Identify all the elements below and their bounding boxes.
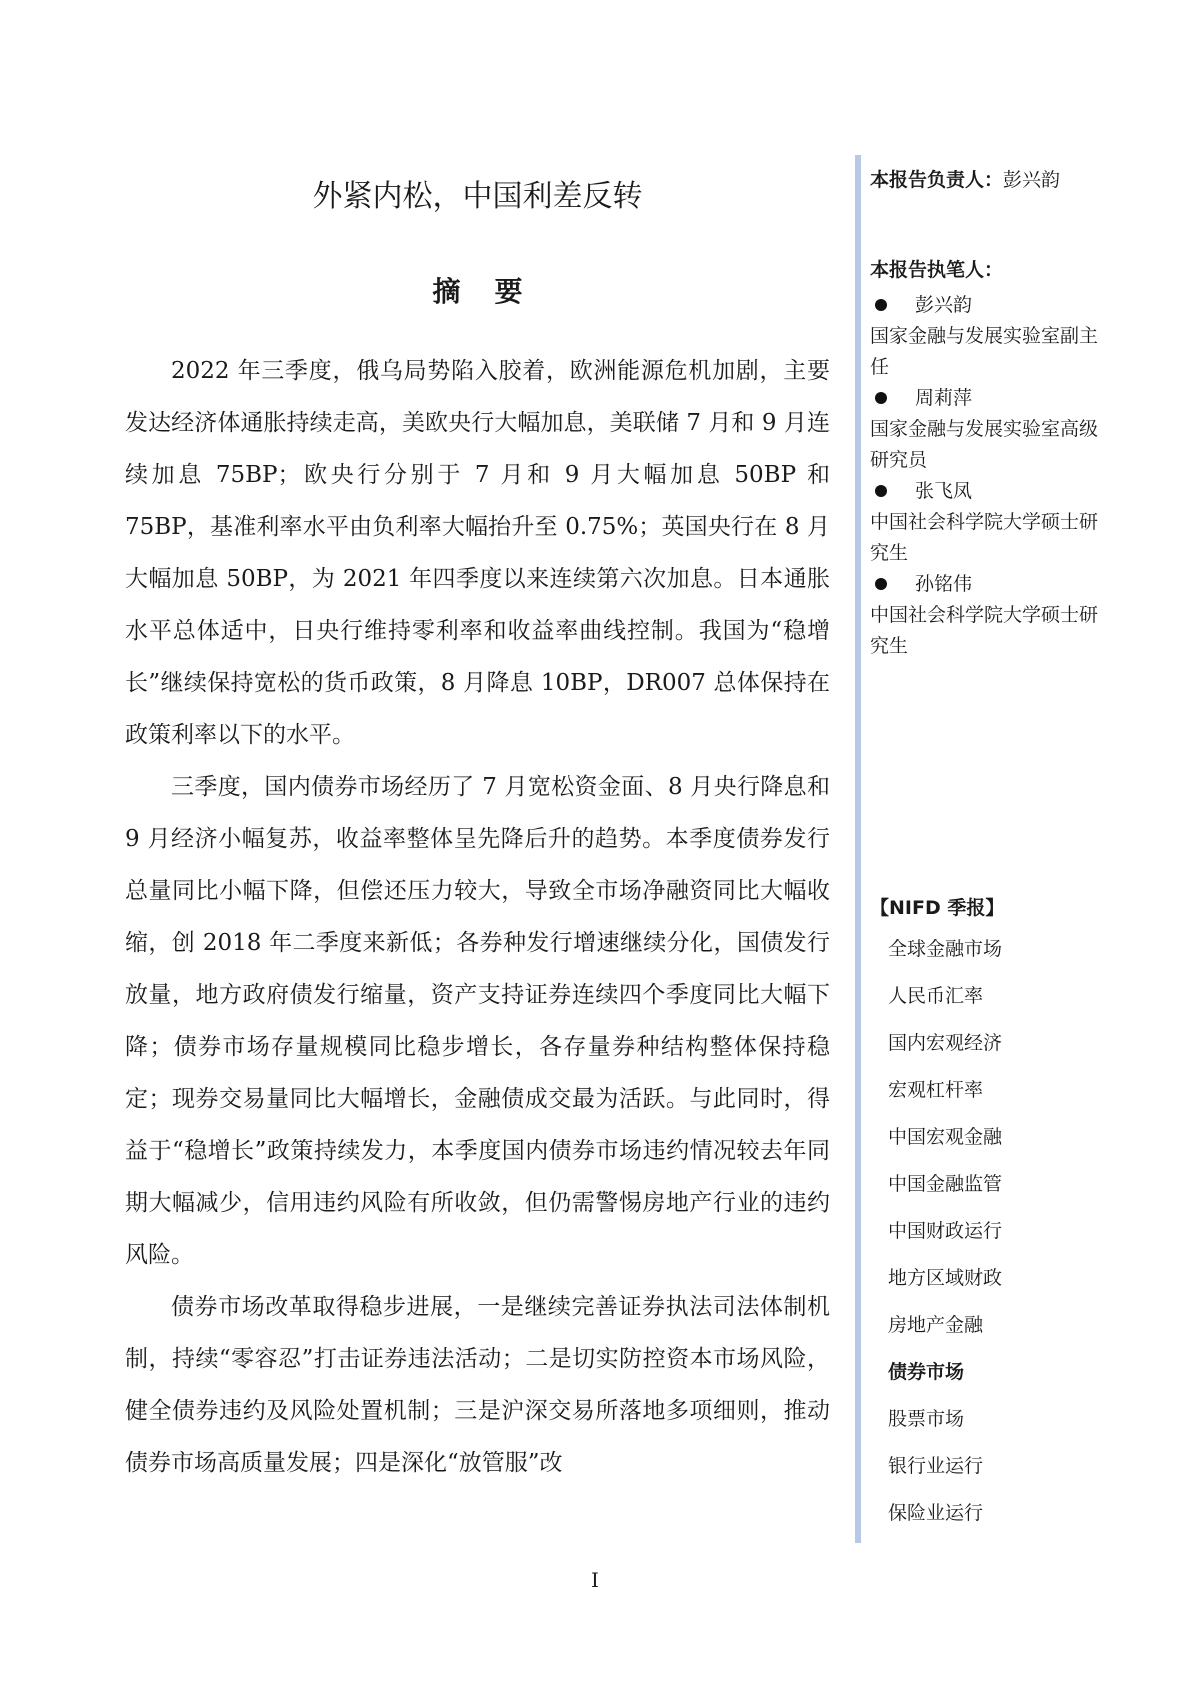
main-column <box>125 160 830 1489</box>
writer-entry <box>870 569 1110 662</box>
responsible-name: 彭兴韵 <box>1003 169 1061 191</box>
writer-name: 孙铭伟 <box>915 573 973 595</box>
series-item-domestic-macro[interactable]: 国内宏观经济 <box>888 1032 1003 1054</box>
author-sidebar <box>870 160 1110 662</box>
series-item-bond-market[interactable]: 债券市场 <box>888 1361 965 1383</box>
writer-affiliation: 中国社会科学院大学硕士研究生 <box>870 604 1099 657</box>
series-item-global-financial-market[interactable]: 全球金融市场 <box>888 938 1003 960</box>
series-item-rmb-exchange-rate[interactable]: 人民币汇率 <box>888 985 984 1007</box>
series-item-fiscal-operation[interactable]: 中国财政运行 <box>888 1220 1003 1242</box>
report-title: 外紧内松，中国利差反转 <box>312 179 643 214</box>
writer-affiliation: 国家金融与发展实验室高级研究员 <box>870 418 1099 471</box>
responsible-line <box>870 160 1110 200</box>
series-item-macro-leverage[interactable]: 宏观杠杆率 <box>888 1079 984 1101</box>
series-item-china-macro-finance[interactable]: 中国宏观金融 <box>888 1126 1003 1148</box>
bullet-icon <box>875 485 887 497</box>
page-number: I <box>591 1568 599 1592</box>
writer-entry <box>870 476 1110 569</box>
writer-affiliation: 中国社会科学院大学硕士研究生 <box>870 511 1099 564</box>
bullet-icon <box>875 578 887 590</box>
responsible-label: 本报告负责人： <box>870 169 1004 191</box>
series-item-financial-regulation[interactable]: 中国金融监管 <box>888 1173 1003 1195</box>
series-item-stock-market[interactable]: 股票市场 <box>888 1408 965 1430</box>
series-item-insurance[interactable]: 保险业运行 <box>888 1502 984 1524</box>
nifd-series-list <box>870 890 1110 1537</box>
sidebar-divider <box>855 155 861 1543</box>
series-item-regional-finance[interactable]: 地方区域财政 <box>888 1267 1003 1289</box>
writer-name: 张飞凤 <box>915 480 973 502</box>
writer-affiliation: 国家金融与发展实验室副主任 <box>870 325 1099 378</box>
abstract-paragraph: 债券市场改革取得稳步进展，一是继续完善证券执法司法体制机制，持续“零容忍”打击证券违法活动；二是切实防控资本市场风险，健全债券违约及风险处置机制；三是沪深交易所落地多项细则，推动债券市场高质量发展；四是深化“放管服”改 <box>125 1294 830 1476</box>
abstract-heading: 摘要 <box>432 275 557 308</box>
writer-entry <box>870 383 1110 476</box>
writer-name: 彭兴韵 <box>915 294 973 316</box>
bullet-icon <box>875 392 887 404</box>
series-heading: 【NIFD 季报】 <box>870 897 1005 919</box>
series-item-real-estate-finance[interactable]: 房地产金融 <box>888 1314 984 1336</box>
writer-name: 周莉萍 <box>915 387 973 409</box>
abstract-paragraph: 三季度，国内债券市场经历了 7 月宽松资金面、8 月央行降息和 9 月经济小幅复苏，收益率整体呈先降后升的趋势。本季度债券发行总量同比小幅下降，但偿还压力较大，导致全市场净融资同比大幅收缩，创 2018 年二季度来新低；各券种发行增速继续分化，国债发行放量，地方政府债发行缩量，资产支持证券连续四个季度同比大幅下降；债券市场存量规模同比稳步增长，各存量券种结构整体保持稳定；现券交易量同比大幅增长，金融债成交最为活跃。与此同时，得益于“稳增长”政策持续发力，本季度国内债券市场违约情况较去年同期大幅减少，信用违约风险有所收敛，但仍需警惕房地产行业的违约风险。 <box>125 774 830 1268</box>
writer-entry <box>870 290 1110 383</box>
series-item-banking[interactable]: 银行业运行 <box>888 1455 984 1477</box>
writers-label: 本报告执笔人： <box>870 259 1004 281</box>
bullet-icon <box>875 299 887 311</box>
abstract-paragraph: 2022 年三季度，俄乌局势陷入胶着，欧洲能源危机加剧，主要发达经济体通胀持续走高，美欧央行大幅加息，美联储 7 月和 9 月连续加息 75BP；欧央行分别于 7 月和 9 月大幅加息 50BP 和 75BP，基准利率水平由负利率大幅抬升至 0.75%；英国央行在 8 月大幅加息 50BP，为 2021 年四季度以来连续第六次加息。日本通胀水平总体适中，日央行维持零利率和收益率曲线控制。我国为“稳增长”继续保持宽松的货币政策，8 月降息 10BP，DR007 总体保持在政策利率以下的水平。 <box>125 358 830 748</box>
